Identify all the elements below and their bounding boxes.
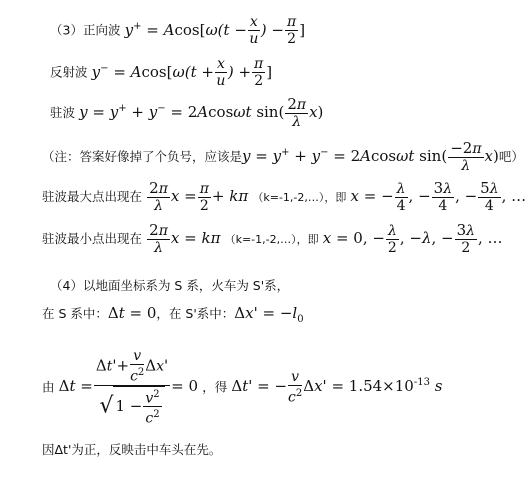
item-4-text: （4）以地面坐标系为 S 系，火车为 S'系， bbox=[50, 278, 290, 293]
maxima-positions: x = − $\frac{\lambda}{4}$ , − $\frac{3\lambda}{4}$ , − $\frac{5\lambda}{4}$ , … bbox=[350, 179, 527, 214]
maxima-k-range: （k=-1,-2,…），即 bbox=[252, 191, 347, 204]
standing-wave-line bbox=[50, 96, 323, 130]
minima-positions: x = 0, − $\frac{\lambda}{2}$ , −λ, − $\frac{3\lambda}{2}$ , … bbox=[322, 221, 503, 256]
delta-x-prime: $\Delta x' = -l_0$ bbox=[234, 304, 304, 325]
note-equation: y = y+ + y− = 2Acosωt sin( $\frac{-2\pi}{\lambda}$ x) bbox=[242, 139, 499, 174]
item-4-line bbox=[50, 276, 289, 294]
by-label: 由 bbox=[42, 379, 55, 395]
result-unit: s bbox=[434, 377, 443, 396]
forward-wave-line bbox=[50, 14, 305, 47]
note-close: 吧） bbox=[498, 149, 524, 164]
maxima-line bbox=[42, 180, 526, 214]
item-3-label: （3） bbox=[50, 22, 83, 38]
standing-wave-equation: y = y+ + y− = 2Acosωt sin( $\frac{2\pi}{\lambda}$ x) bbox=[79, 95, 324, 130]
maxima-label: 驻波最大点出现在 bbox=[42, 189, 143, 204]
reflected-wave-line bbox=[50, 56, 272, 89]
result-equation: Δt' = − $\frac{v}{c^2}$ $\Delta x' = 1.54\times 10^{-13}$ s bbox=[231, 369, 443, 406]
minima-line bbox=[42, 222, 503, 256]
maxima-equation: $\frac{2\pi}{\lambda}$ x = $\frac{\pi}{2}$ + kπ bbox=[149, 179, 249, 214]
standing-wave-label: 驻波 bbox=[50, 105, 76, 120]
forward-wave-label: 正向波 bbox=[82, 22, 121, 38]
conclusion-text: 因Δt'为正，反映击中车头在先。 bbox=[42, 442, 222, 457]
note-line bbox=[42, 140, 524, 174]
note-open: （注：答案好像掉了个负号，应该是 bbox=[42, 149, 243, 164]
result-value: 1.54×10 bbox=[348, 377, 414, 396]
minima-k-range: （k=-1,-2,…），即 bbox=[224, 233, 319, 246]
minima-equation: $\frac{2\pi}{\lambda}$ x = kπ bbox=[149, 221, 221, 256]
delta-t-zero: Δt = 0 bbox=[107, 304, 157, 322]
in-s-label: 在 S 系中： bbox=[42, 306, 108, 321]
lorentz-line bbox=[42, 348, 442, 427]
get-label: ，得 bbox=[202, 379, 228, 395]
reflected-wave-equation: y− = Acos[ω(t + $\frac{x}{u}$ ) + $\frac{\pi}{2}$ ] bbox=[91, 56, 273, 89]
minima-label: 驻波最小点出现在 bbox=[42, 231, 143, 246]
result-exponent: -13 bbox=[413, 377, 430, 389]
conclusion-line bbox=[42, 440, 221, 458]
reflected-wave-label: 反射波 bbox=[50, 64, 88, 80]
lorentz-equation: Δt = Δt'+ $\frac{v}{c^2}$ Δx' √ 1 − $\frac{v^2}{c^2}$ = 0 bbox=[58, 348, 199, 427]
in-sp-label: ，在 S'系中： bbox=[156, 306, 235, 321]
frames-line bbox=[42, 304, 304, 325]
forward-wave-equation: y+ = Acos[ω(t − $\frac{x}{u}$ ) − $\frac{\pi}{2}$ ] bbox=[124, 14, 306, 47]
